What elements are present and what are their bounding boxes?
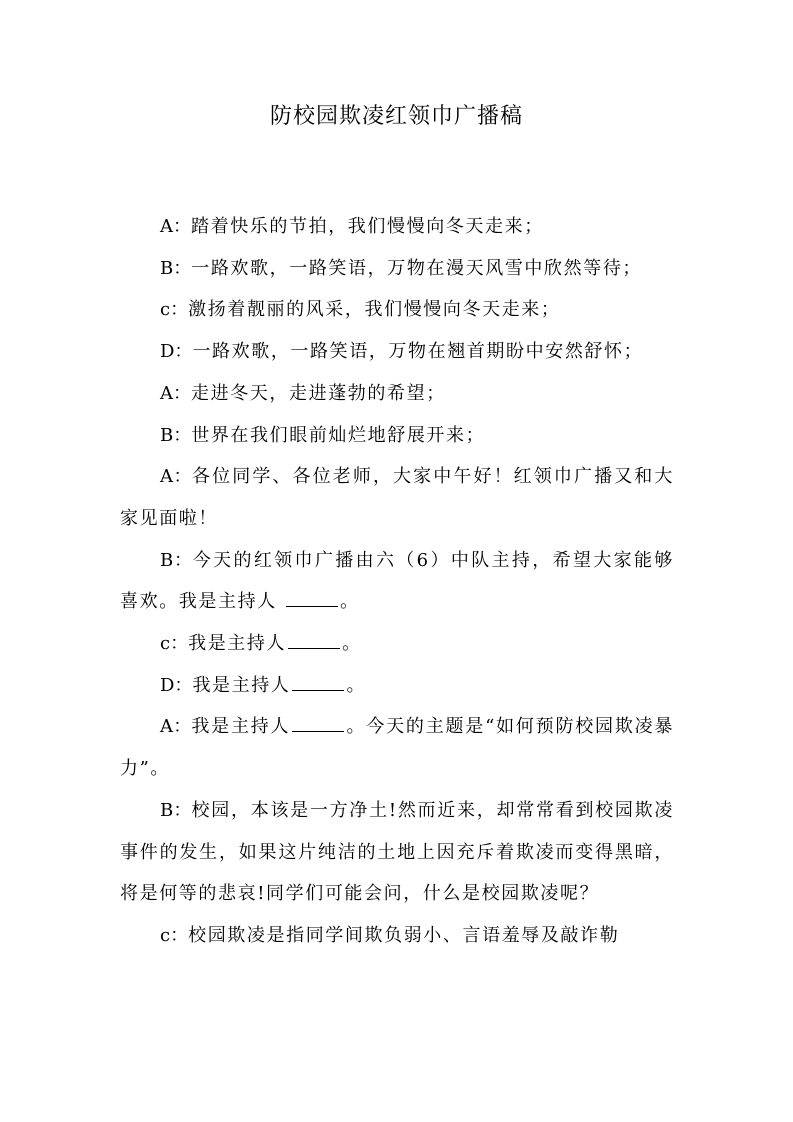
paragraph-text: 一路欢歌，一路笑语，万物在漫天风雪中欣然等待；: [191, 257, 643, 279]
paragraph: [120, 415, 674, 457]
paragraph-text-after: 。: [346, 674, 367, 696]
paragraph-text-after: 。: [340, 591, 360, 613]
document-body: [120, 206, 674, 957]
paragraph-text: 我是主持人: [192, 674, 291, 696]
paragraph-text: 走进冬天，走进蓬勃的希望；: [191, 382, 446, 404]
paragraph-text: 我是主持人: [188, 633, 287, 655]
paragraph: [120, 289, 674, 331]
speaker-label: D：: [160, 674, 193, 696]
paragraph-text: 校园欺凌是指同学间欺负弱小、言语羞辱及敲诈勒: [188, 924, 620, 946]
paragraph: [120, 790, 674, 915]
paragraph-text-after: 。: [342, 633, 362, 655]
paragraph-text: 激扬着靓丽的风采，我们慢慢向冬天走来；: [188, 299, 561, 321]
paragraph: [120, 373, 674, 415]
paragraph: [120, 456, 674, 539]
paragraph-text: 踏着快乐的节拍，我们慢慢向冬天走来；: [191, 216, 544, 237]
speaker-label: A：: [160, 716, 192, 738]
fill-in-blank: [292, 689, 344, 691]
speaker-label: c：: [160, 633, 189, 655]
speaker-label: B：: [160, 799, 192, 821]
speaker-label: c：: [160, 299, 189, 321]
paragraph: [120, 331, 674, 373]
speaker-label: B：: [160, 549, 193, 571]
speaker-label: B：: [160, 424, 192, 446]
paragraph: [120, 623, 674, 665]
paragraph-text: 各位同学、各位老师，大家中午好！红领巾广播又和大家见面啦！: [120, 466, 674, 529]
paragraph-text: 校园，本该是一方净土!然而近来，却常常看到校园欺凌事件的发生，如果这片纯洁的土地上因充斥着欺凌而变得黑暗，将是何等的悲哀!同学们可能会问，什么是校园欺凌呢？: [120, 799, 674, 905]
fill-in-blank: [292, 730, 344, 732]
paragraph-text-after: 。今天的主题是“如何预防校园欺凌暴力”。: [120, 716, 675, 780]
speaker-label: c：: [160, 924, 189, 946]
paragraph-text: 我是主持人: [191, 716, 291, 738]
paragraph-text: 世界在我们眼前灿烂地舒展开来；: [191, 424, 486, 446]
speaker-label: D：: [160, 341, 193, 363]
fill-in-blank: [288, 647, 340, 649]
paragraph: [120, 706, 674, 789]
document-title: 防校园欺凌红领巾广播稿: [269, 104, 523, 129]
paragraph: [120, 206, 674, 248]
paragraph: [120, 540, 674, 623]
paragraph: [120, 915, 674, 957]
speaker-label: A：: [160, 216, 191, 237]
speaker-label: B：: [160, 257, 192, 279]
speaker-label: A：: [160, 382, 191, 404]
paragraph: [120, 665, 674, 707]
paragraph-text: 一路欢歌，一路笑语，万物在翘首期盼中安然舒怀；: [192, 341, 644, 363]
paragraph: [120, 248, 674, 290]
paragraph-text: 今天的红领巾广播由六（6）中队主持，希望大家能够喜欢。我是主持人: [120, 549, 674, 613]
fill-in-blank: [286, 605, 338, 607]
speaker-label: A：: [160, 466, 193, 488]
